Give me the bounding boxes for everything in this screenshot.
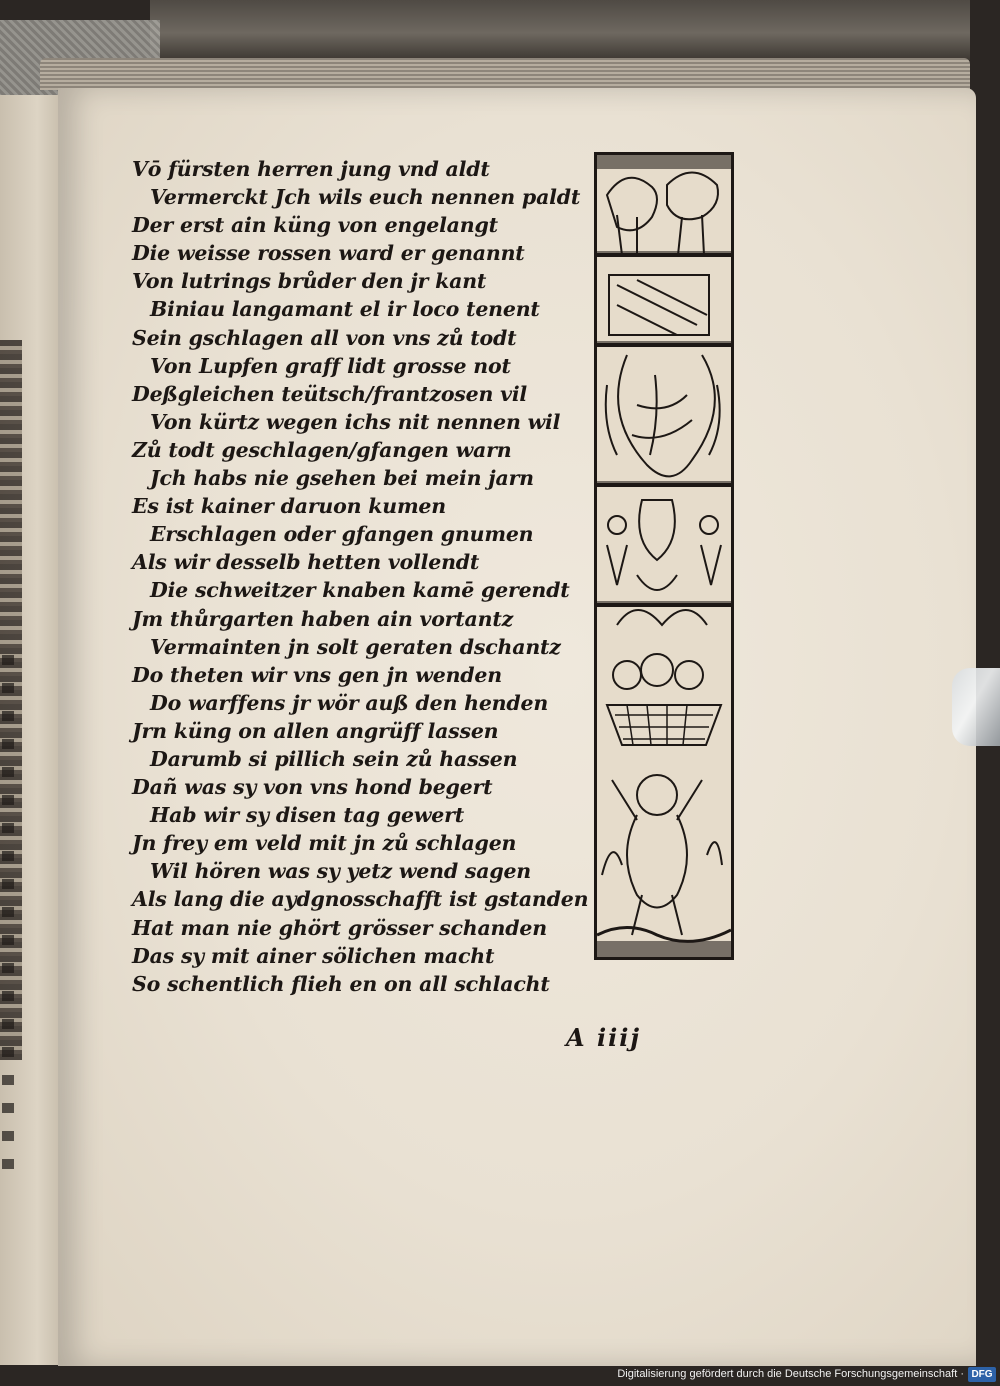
poem-line: Die schweitzer knaben kamē gerendt [150,578,570,603]
poem-line: So schentlich flieh en on all schlacht [132,971,550,996]
poem-line: Zů todt geschlagen/gfangen warn [132,437,512,462]
poem-line: Vermerckt Jch wils euch nennen paldt [150,185,581,210]
poem-line: Wil hören was sy yetz wend sagen [150,859,532,884]
poem-line: Von kürtz wegen ichs nit nennen wil [150,409,561,434]
digitization-credit: Digitalisierung gefördert durch die Deutsche Forschungsgemeinschaft · [617,1368,964,1380]
poem-text-block [132,155,602,998]
poem-line: Von lutrings brůder den jr kant [132,269,487,294]
page-clip [952,668,1000,746]
poem-line: Vermainten jn solt geraten dschantz [150,634,561,659]
poem-line: Hab wir sy disen tag gewert [150,803,464,828]
poem-line: Als lang die aydgnosschafft ist gstanden [132,887,589,912]
poem-line: Biniau langamant el ir loco tenent [150,297,540,322]
poem-line: Sein gschlagen all von vns zů todt [132,325,517,350]
poem-line: Erschlagen oder gfangen gnumen [150,522,534,547]
woodcut-border-illustration [594,152,734,960]
poem-line: Dañ was sy von vns hond begert [132,775,493,800]
poem-line: Jn frey em veld mit jn zů schlagen [132,831,517,856]
woodcut-drawing [597,155,731,957]
poem-line: Von Lupfen graff lidt grosse not [150,353,511,378]
previous-leaf [0,95,64,1365]
poem-line: Do theten wir vns gen jn wenden [132,662,502,687]
poem-line: Die weisse rossen ward er genannt [132,241,525,266]
poem-line: Jm thůrgarten haben ain vortantz [132,606,514,631]
poem-line: Als wir desselb hetten vollendt [132,550,480,575]
signature-mark: A iiij [566,1023,642,1052]
poem-line: Do warffens jr wör auß den henden [150,690,549,715]
poem-line: Der erst ain küng von engelangt [132,213,498,238]
poem-line: Hat man nie ghört grösser schanden [132,915,547,940]
poem-line: Jch habs nie gsehen bei mein jarn [150,466,534,491]
page-edges [40,58,970,90]
poem-line: Darumb si pillich sein zů hassen [150,746,518,771]
poem-line: Jrn küng on allen angrüff lassen [132,718,499,743]
book-cover-edge [150,0,970,60]
dfg-logo: DFG [968,1367,996,1382]
poem-line: Deßgleichen teütsch/frantzosen vil [132,381,528,406]
left-text-fragment [2,655,14,1175]
poem-line: Das sy mit ainer sölichen macht [132,943,495,968]
poem-line: Vō fürsten herren jung vnd aldt [132,157,490,181]
poem-line: Es ist kainer daruon kumen [132,494,446,519]
